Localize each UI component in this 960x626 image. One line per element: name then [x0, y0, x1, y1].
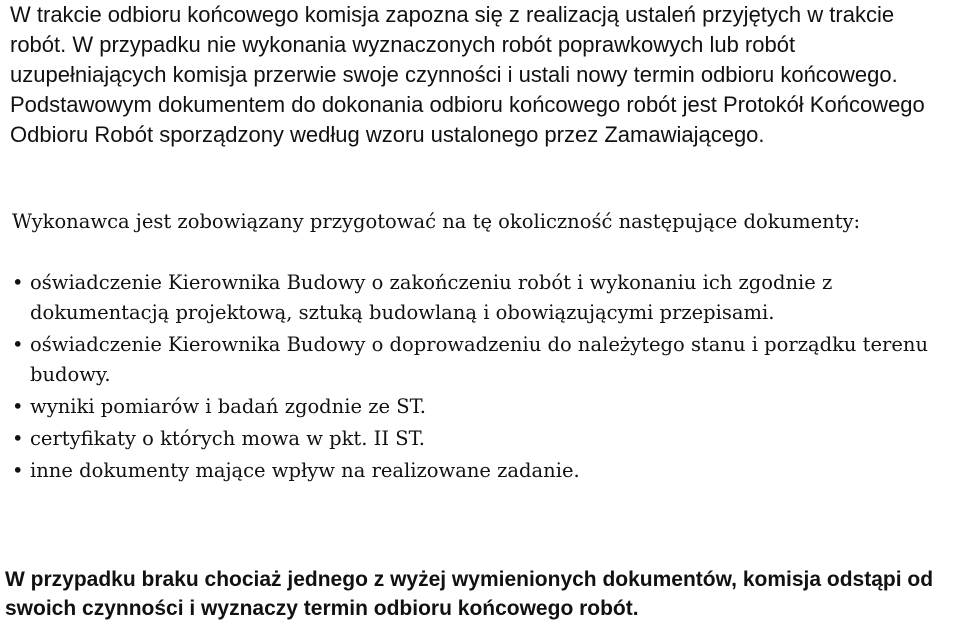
list-item-text: oświadczenie Kierownika Budowy o zakończeniu robót i wykonaniu ich zgodnie z dokumentacją projektową, sztuką budowlaną i obowiązującymi przepisami.: [30, 271, 833, 324]
bullet-icon: •: [12, 333, 24, 356]
list-item: [12, 330, 942, 390]
list-item-text: inne dokumenty mające wpływ na realizowane zadanie.: [30, 459, 580, 482]
bullet-icon: •: [12, 427, 24, 450]
list-item: [12, 392, 942, 422]
bullet-icon: •: [12, 271, 24, 294]
list-item: [12, 424, 942, 454]
closing-note: W przypadku braku chociaż jednego z wyżej wymienionych dokumentów, komisja odstąpi od swoich czynności i wyznaczy termin odbioru końcowego robót.: [5, 568, 934, 620]
bullet-icon: •: [12, 459, 24, 482]
paragraph-final-acceptance: W trakcie odbioru końcowego komisja zapozna się z realizacją ustaleń przyjętych w trakcie robót. W przypadku nie wykonania wyznaczonych robót poprawkowych lub robót uzupełniających komisja przerwie swoje czynności i ustali nowy termin odbioru końcowego. Podstawowym dokumentem do dokonania odbioru końcowego robót jest Protokół Końcowego Odbioru Robót sporządzony według wzoru ustalonego przez Zamawiającego.: [10, 2, 925, 147]
paragraph-required-documents-intro: Wykonawca jest zobowiązany przygotować na tę okoliczność następujące dokumenty:: [12, 210, 861, 233]
list-item-text: certyfikaty o których mowa w pkt. II ST.: [30, 427, 425, 450]
list-item: [12, 268, 942, 328]
list-item-text: wyniki pomiarów i badań zgodnie ze ST.: [30, 395, 426, 418]
list-item-text: oświadczenie Kierownika Budowy o doprowadzeniu do należytego stanu i porządku terenu budowy.: [30, 333, 929, 386]
required-documents-list: [12, 268, 942, 488]
bullet-icon: •: [12, 395, 24, 418]
list-item: [12, 456, 942, 486]
